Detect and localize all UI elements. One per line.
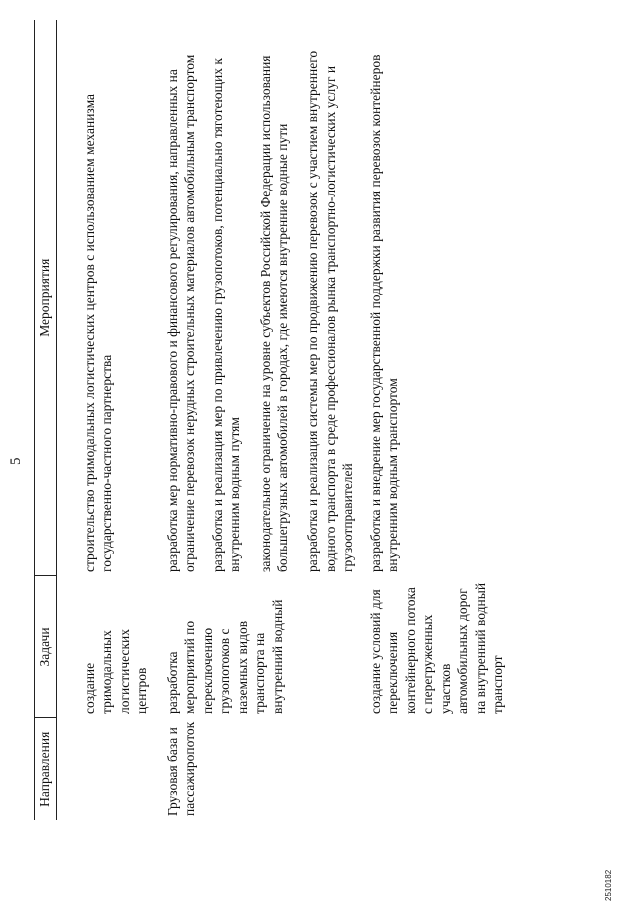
measure-item: разработка мер нормативно-правового и финансового регулирования, направленных на ограничение перевозок нерудных строительных материалов автомобильным транспортом bbox=[164, 54, 198, 572]
direction-cell bbox=[56, 718, 151, 820]
task-cell: разработка мероприятий по переключению грузопотоков с наземных видов транспорта на внутренний водный bbox=[164, 599, 286, 714]
table-row bbox=[151, 20, 357, 820]
measure-item: разработка и внедрение мер государственной поддержки развития перевозок контейнеров внутренним водным транспортом bbox=[367, 54, 401, 572]
header-tasks: Задачи bbox=[35, 576, 57, 718]
measure-item: строительство тримодальных логистических центров с использованием механизма государственно-частного партнерства bbox=[81, 93, 115, 572]
table-row bbox=[357, 20, 507, 820]
document-code: 2510182 bbox=[604, 869, 613, 901]
measure-item: законодательное ограничение на уровне субъектов Российской Федерации использования большегрузных автомобилей в городах, где имеются внутренние водные пути bbox=[257, 55, 291, 572]
table-row bbox=[56, 20, 151, 820]
measure-item: разработка и реализация системы мер по продвижению перевозок с участием внутреннего водного транспорта в среде профессионалов рынка транспортно-логистических услуг и грузоотправителей bbox=[305, 50, 356, 572]
direction-cell: Грузовая база и пассажиропоток bbox=[164, 721, 198, 816]
measures-table bbox=[34, 20, 507, 820]
table-header-row bbox=[35, 20, 57, 820]
measure-item: разработка и реализация мер по привлечению грузопотоков, потенциально тяготеющих к внутренним водным путям bbox=[209, 58, 243, 572]
task-cell: создание условий для переключения контейнерного потока с перегруженных участков автомобильных дорог на внутренний водный транспорт bbox=[367, 582, 506, 714]
header-measures: Мероприятия bbox=[35, 20, 57, 576]
measures-cell bbox=[56, 20, 151, 576]
page-number: 5 bbox=[8, 457, 24, 465]
measures-cell bbox=[151, 20, 357, 576]
direction-cell bbox=[357, 718, 507, 820]
measures-cell bbox=[357, 20, 507, 576]
task-cell: создание тримодальных логистических центров bbox=[81, 628, 150, 714]
header-directions: Направления bbox=[35, 718, 57, 820]
